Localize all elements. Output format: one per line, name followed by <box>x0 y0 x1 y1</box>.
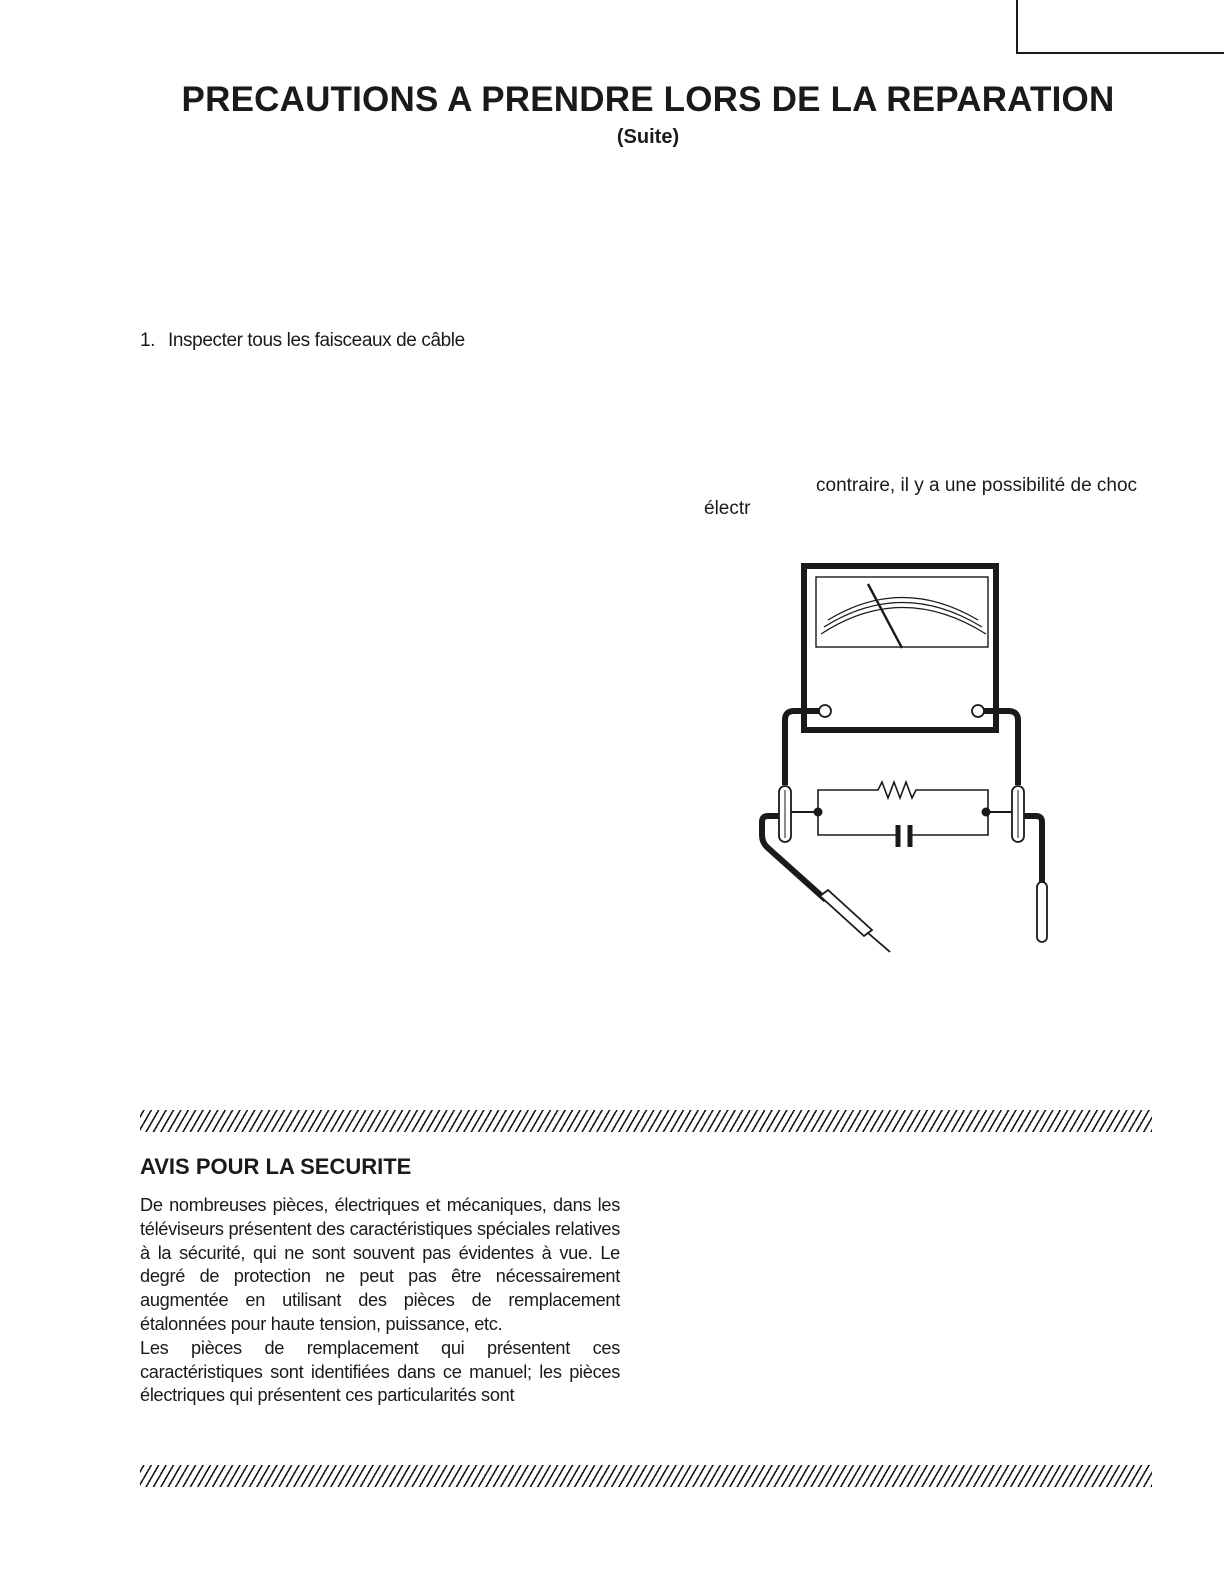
right-probe <box>1037 882 1047 942</box>
page-title: PRECAUTIONS A PRENDRE LORS DE LA REPARATION <box>181 80 1115 119</box>
left-probe-cable <box>762 816 826 900</box>
instruction-item-1-number: 1. <box>140 330 156 351</box>
safety-notice-paragraph-2: Les pièces de remplacement qui présentent ces caractéristiques sont identifiées dans ce manuel; les pièces électriques qui présentent ces particularités sont <box>140 1337 620 1406</box>
instruction-item-1 <box>140 330 465 352</box>
instruction-item-1-text: Inspecter tous les faisceaux de câble <box>168 330 465 351</box>
instruction-fragment-line-1: contraire, il y a une possibilité de choc <box>816 475 1138 496</box>
safety-notice-body <box>140 1194 620 1408</box>
meter-test-circuit-diagram <box>750 560 1060 960</box>
instruction-fragment-line-2: électr <box>704 498 751 519</box>
safety-notice-heading: AVIS POUR LA SECURITE <box>140 1154 412 1179</box>
left-probe <box>820 890 872 936</box>
left-junction <box>814 808 823 817</box>
page-subtitle: (Suite) <box>616 126 680 148</box>
capacitor-branch <box>818 812 988 835</box>
right-junction <box>982 808 991 817</box>
meter-terminal-right <box>972 705 984 717</box>
meter-terminal-left <box>819 705 831 717</box>
hatched-divider-top <box>140 1110 1152 1132</box>
hatched-divider-bottom <box>140 1465 1152 1487</box>
right-probe-cable <box>1024 816 1042 885</box>
page-corner-box <box>1016 0 1224 54</box>
safety-notice-paragraph-1: De nombreuses pièces, électriques et mécaniques, dans les téléviseurs présentent des caractéristiques spéciales relatives à la sécurité, qui ne sont souvent pas évidentes à vue. Le degré de protection ne peut pas être nécessairement augmentée en utilisant des pièces de remplacement étalonnées pour haute tension, puissance, etc. <box>140 1195 620 1334</box>
resistor-branch <box>818 782 988 812</box>
